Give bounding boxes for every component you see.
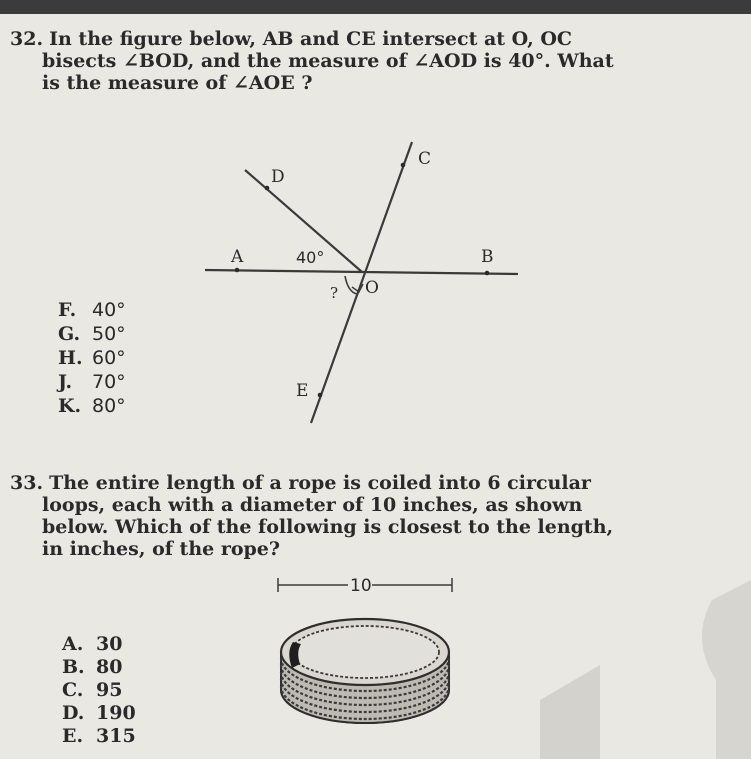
choice-letter: G. xyxy=(58,323,81,345)
label-c: C xyxy=(418,149,432,169)
coil-inner-rim xyxy=(291,626,439,678)
choice-letter: F. xyxy=(58,299,77,321)
choice-value: 95 xyxy=(96,679,123,701)
background-shape-right xyxy=(702,580,751,759)
choice-letter: C. xyxy=(62,679,84,701)
choice-value: 315 xyxy=(96,725,136,747)
label-a: A xyxy=(231,247,244,267)
choice-letter: H. xyxy=(58,347,83,369)
choice-value: 60° xyxy=(92,347,126,369)
choice-letter: E. xyxy=(62,725,84,747)
choice-letter: K. xyxy=(58,395,82,417)
choice-33-d[interactable] xyxy=(62,702,136,724)
label-b: B xyxy=(481,247,494,267)
choice-33-c[interactable] xyxy=(62,679,122,701)
background-shape xyxy=(540,665,600,759)
choice-33-e[interactable] xyxy=(62,725,136,747)
label-o: O xyxy=(365,278,379,298)
label-e: E xyxy=(296,381,309,401)
question-32-number: 32. xyxy=(10,28,44,50)
question-33-text-1: The entire length of a rope is coiled into 6 circular xyxy=(49,472,591,494)
choice-33-a[interactable] xyxy=(62,633,122,655)
question-32-text-1: In the figure below, AB and CE intersect at O, OC xyxy=(49,28,572,50)
choice-value: 80 xyxy=(96,656,123,678)
choice-value: 80° xyxy=(92,395,126,417)
dimension-label: 10 xyxy=(350,576,372,596)
choice-letter: D. xyxy=(62,702,85,724)
choice-letter: J. xyxy=(58,371,73,393)
choice-value: 190 xyxy=(96,702,136,724)
choice-value: 50° xyxy=(92,323,126,345)
choice-33-b[interactable] xyxy=(62,656,122,678)
choice-value: 70° xyxy=(92,371,126,393)
question-32-text-3: is the measure of ∠AOE ? xyxy=(42,72,313,94)
question-32-text-2: bisects ∠BOD, and the measure of ∠AOD is 40°. What xyxy=(42,50,614,72)
choice-value: 30 xyxy=(96,633,123,655)
label-unknown-angle: ? xyxy=(330,284,339,302)
choice-letter: B. xyxy=(62,656,85,678)
question-33-text-2: loops, each with a diameter of 10 inches, as shown xyxy=(42,494,583,516)
choice-letter: A. xyxy=(62,633,84,655)
question-33-text-4: in inches, of the rope? xyxy=(42,538,281,560)
label-40-degrees: 40° xyxy=(296,248,325,267)
label-d: D xyxy=(271,167,285,187)
coil-loops xyxy=(281,619,449,723)
question-33-text-3: below. Which of the following is closest to the length, xyxy=(42,516,614,538)
question-33-number: 33. xyxy=(10,472,44,494)
choice-value: 40° xyxy=(92,299,126,321)
